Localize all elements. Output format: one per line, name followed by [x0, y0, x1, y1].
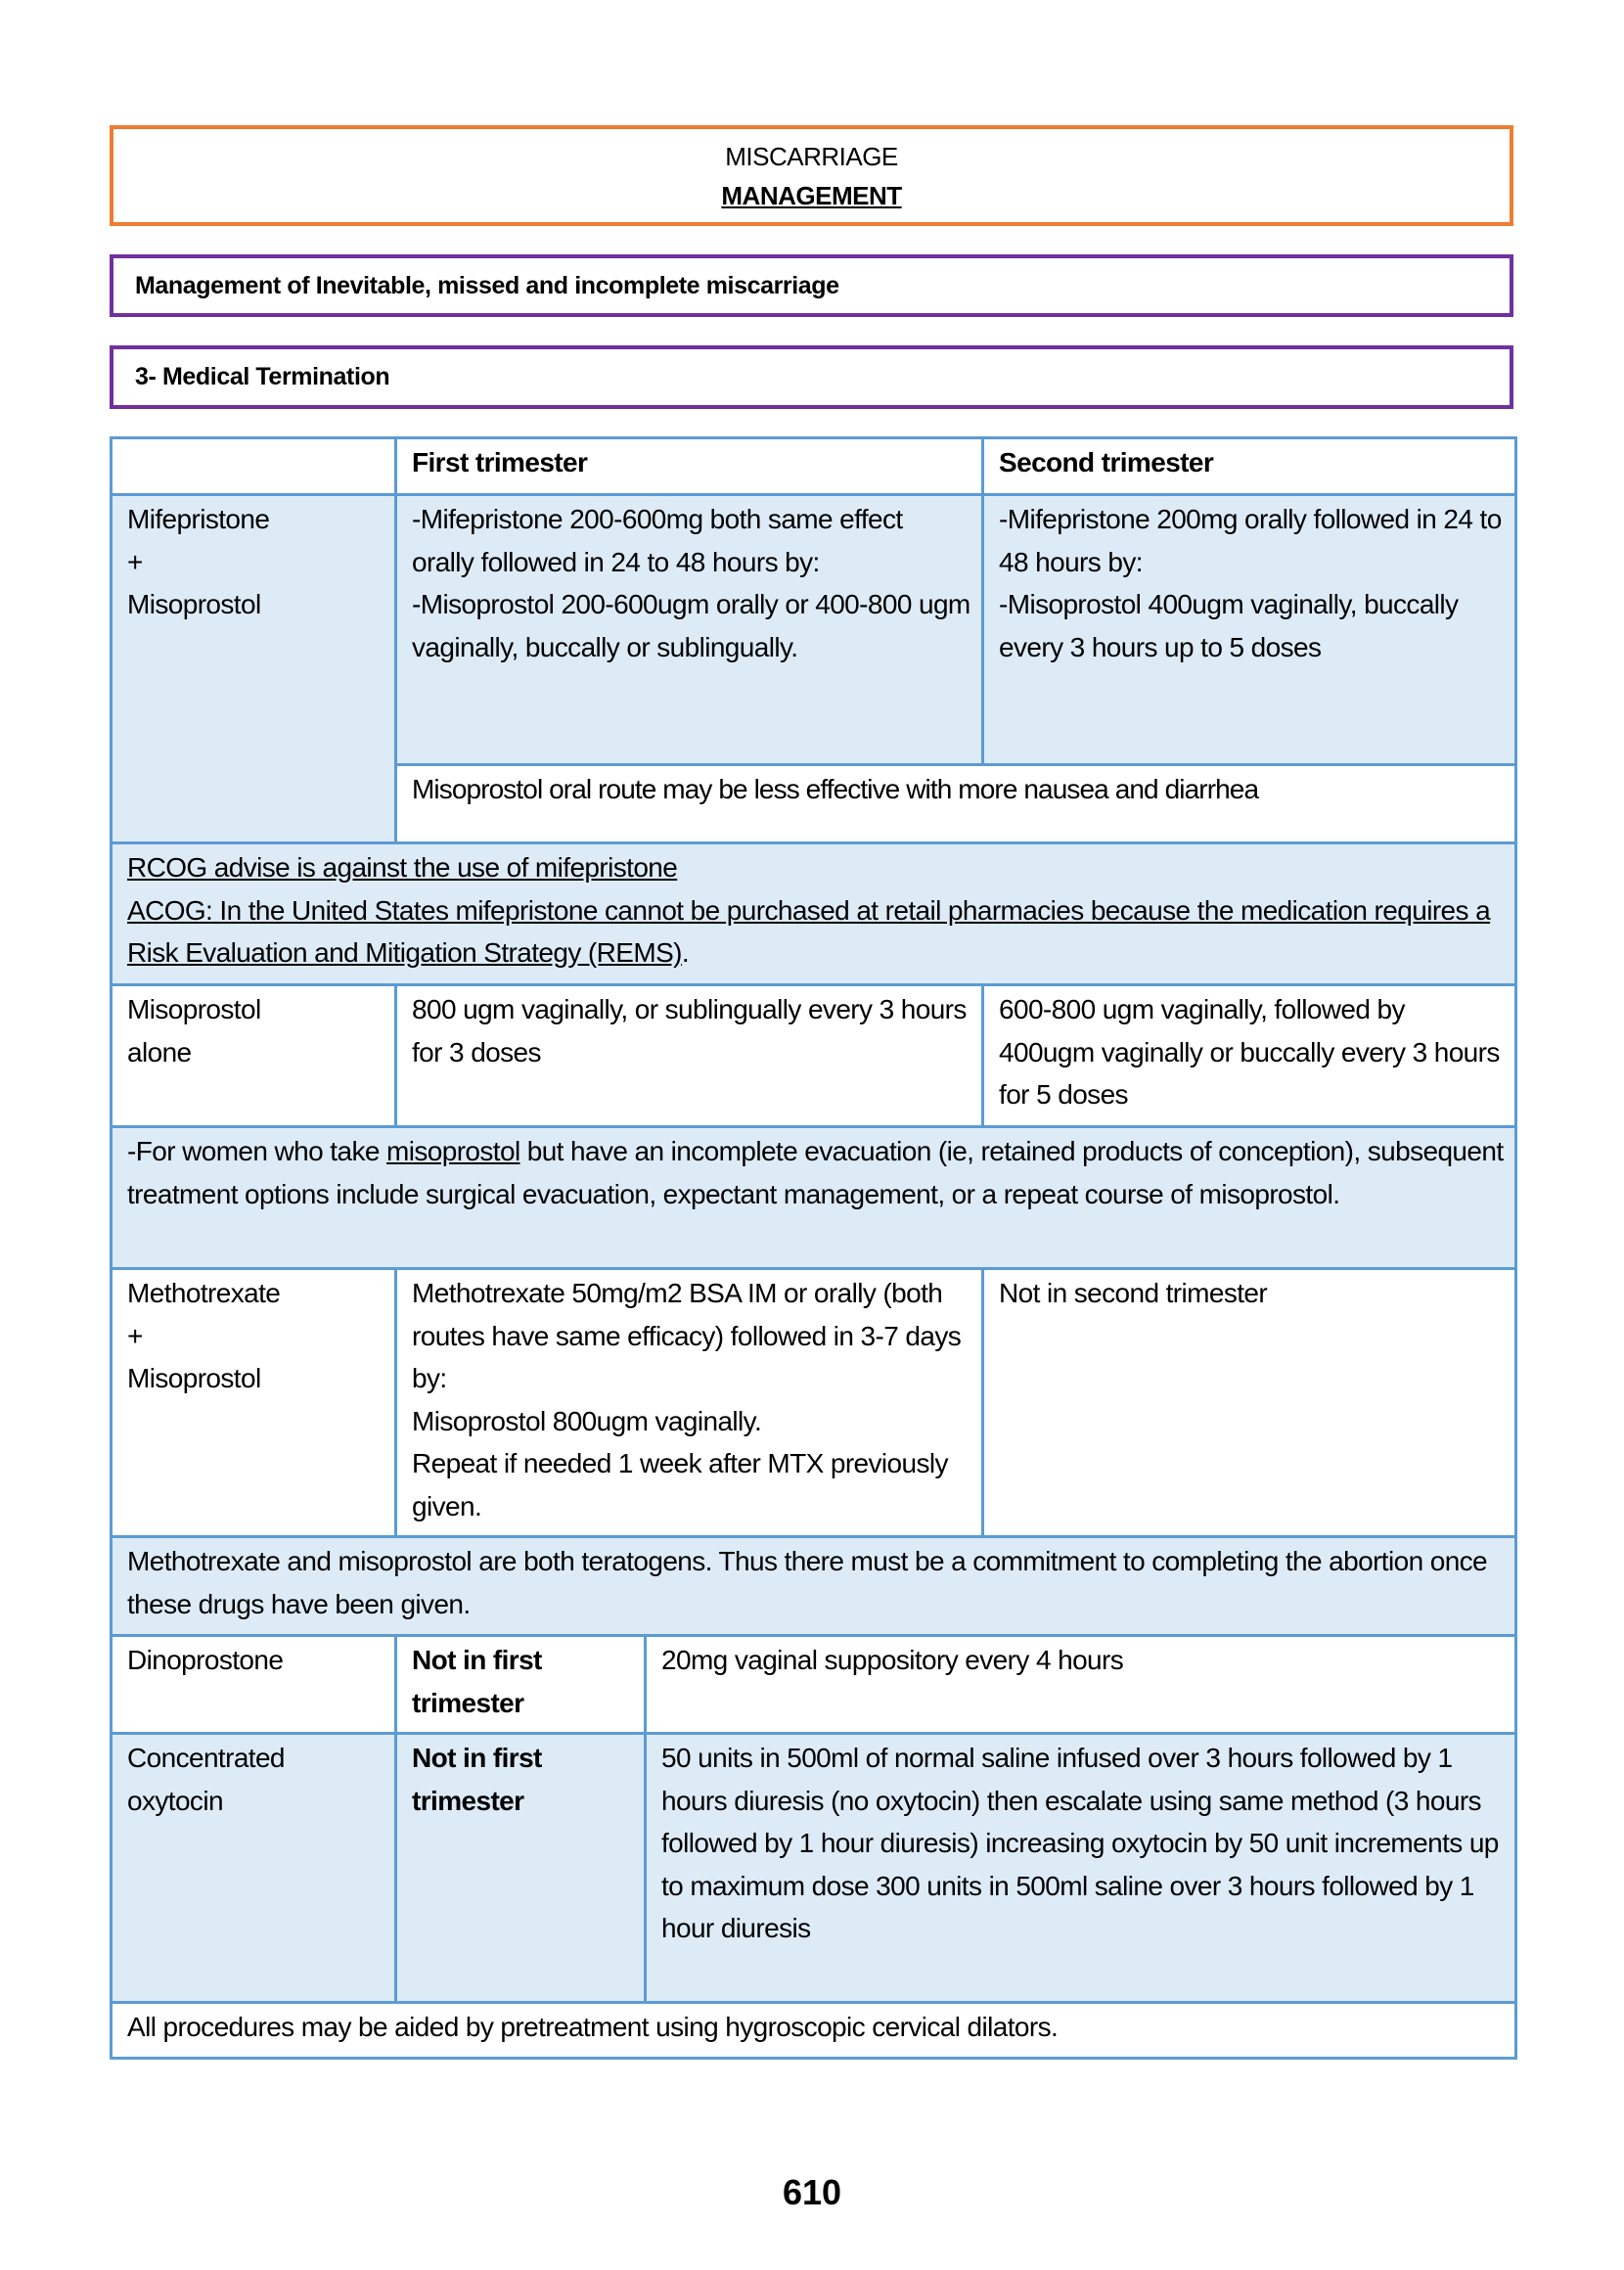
cell-text: -Mifepristone 200mg orally followed in 24 to 48 hours by: [999, 504, 1502, 577]
note-punctuation: . [681, 937, 690, 968]
teratogen-note: Methotrexate and misoprostol are both teratogens. Thus there must be a commitment to completing the abortion once these drugs have been given. [112, 1537, 1516, 1636]
subsection-title: 3- Medical Termination [110, 345, 1513, 409]
row-label-mifepristone-misoprostol [112, 495, 396, 843]
table-header-row [112, 438, 1516, 495]
note-text: but have an incomplete evacuation (ie, retained products of conception), subsequent treatment options include surgical evacuation, expectant management, or a repeat course of misoprostol. [127, 1136, 1504, 1209]
misoprostol-link[interactable]: misoprostol [386, 1136, 520, 1166]
header-first-trimester: First trimester [396, 438, 983, 495]
row-label-concentrated-oxytocin [112, 1734, 396, 2003]
miso-alone-second-trimester: 600-800 ugm vaginally, followed by 400ugm vaginally or buccally every 3 hours for 5 doses [983, 985, 1516, 1127]
mtx-miso-first-trimester [396, 1269, 983, 1537]
label-line: Misoprostol [127, 994, 261, 1024]
table-row [112, 1734, 1516, 2003]
oxytocin-second-trimester: 50 units in 500ml of normal saline infused over 3 hours followed by 1 hours diuresis (no oxytocin) then escalate using same method (3 hours followed by 1 hour diuresis) increasing oxytocin by 50 unit increments up to maximum dose 300 units in 500ml saline over 3 hours followed by 1 hour diuresis [646, 1734, 1516, 2003]
mife-miso-first-trimester [396, 495, 983, 765]
misoprostol-oral-note: Misoprostol oral route may be less effective with more nausea and diarrhea [396, 765, 1516, 843]
medical-termination-table [110, 436, 1517, 2060]
row-label-dinoprostone: Dinoprostone [112, 1636, 396, 1734]
oxytocin-first-trimester: Not in first trimester [396, 1734, 646, 2003]
cell-text: Misoprostol 800ugm vaginally. [412, 1405, 762, 1436]
cell-text: -Mifepristone 200-600mg both same effect orally followed in 24 to 48 hours by: [412, 504, 903, 577]
cervical-dilators-note: All procedures may be aided by pretreatment using hygroscopic cervical dilators. [112, 2003, 1516, 2059]
row-label-methotrexate-misoprostol [112, 1269, 396, 1537]
rcog-acog-note [112, 843, 1516, 985]
table-row [112, 495, 1516, 765]
rcog-note-text: RCOG advise is against the use of mifepristone [127, 852, 678, 883]
label-line: alone [127, 1036, 192, 1067]
page-number: 610 [782, 2172, 842, 2212]
note-text: -For women who take [127, 1136, 386, 1166]
cell-text: -Misoprostol 200-600ugm orally or 400-800 ugm vaginally, buccally or sublingually. [412, 589, 970, 662]
label-line: + [127, 546, 143, 577]
dinoprostone-second-trimester: 20mg vaginal suppository every 4 hours [646, 1636, 1516, 1734]
table-row [112, 2003, 1516, 2059]
table-row [112, 1127, 1516, 1269]
mtx-miso-second-trimester: Not in second trimester [983, 1269, 1516, 1537]
label-line: Methotrexate [127, 1278, 281, 1308]
label-line: oxytocin [127, 1785, 223, 1816]
table-row [112, 985, 1516, 1127]
table-row [112, 1636, 1516, 1734]
page-title-box [110, 125, 1513, 226]
cell-text: -Misoprostol 400ugm vaginally, buccally every 3 hours up to 5 doses [999, 589, 1459, 662]
label-line: Concentrated [127, 1743, 285, 1773]
page-subtitle: MANAGEMENT [721, 181, 902, 210]
acog-note-text: ACOG: In the United States mifepristone cannot be purchased at retail pharmacies because the medication requires a Risk Evaluation and Mitigation Strategy (REMS) [127, 894, 1491, 968]
table-row [112, 1269, 1516, 1537]
label-line: Misoprostol [127, 589, 261, 619]
mife-miso-second-trimester [983, 495, 1516, 765]
section-title: Management of Inevitable, missed and incomplete miscarriage [110, 254, 1513, 317]
miso-alone-first-trimester: 800 ugm vaginally, or sublingually every 3 hours for 3 doses [396, 985, 983, 1127]
label-line: Mifepristone [127, 504, 270, 534]
table-row [112, 843, 1516, 985]
dinoprostone-first-trimester: Not in first trimester [396, 1636, 646, 1734]
row-label-misoprostol-alone [112, 985, 396, 1127]
label-line: + [127, 1320, 143, 1351]
incomplete-evacuation-note [112, 1127, 1516, 1269]
cell-text: Methotrexate 50mg/m2 BSA IM or orally (both routes have same efficacy) followed in 3-7 days by: [412, 1278, 962, 1393]
page-title: MISCARRIAGE [725, 142, 898, 171]
table-row [112, 1537, 1516, 1636]
label-line: Misoprostol [127, 1363, 261, 1393]
header-cell-empty [112, 438, 396, 495]
header-second-trimester: Second trimester [983, 438, 1516, 495]
cell-text: Repeat if needed 1 week after MTX previously given. [412, 1448, 948, 1521]
